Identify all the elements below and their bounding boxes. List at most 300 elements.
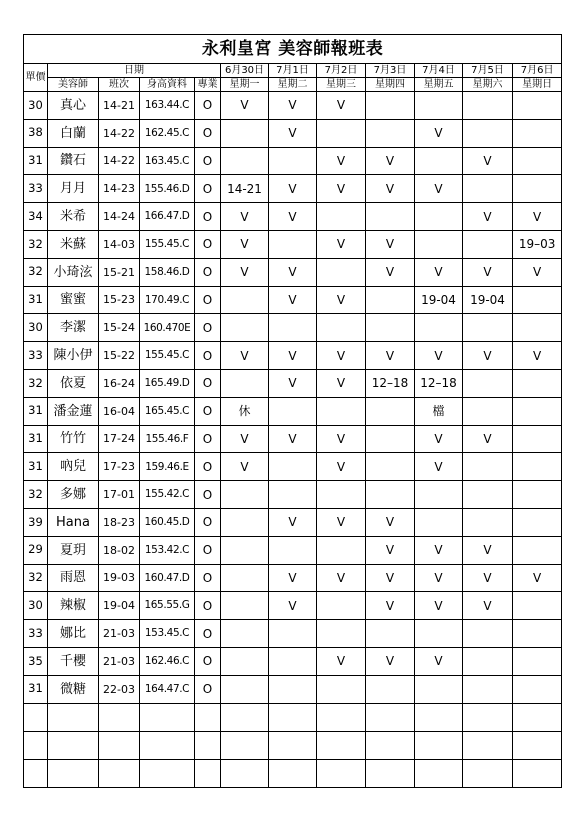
- day-cell-3: [317, 258, 366, 286]
- day-cell-7: [513, 397, 562, 425]
- day-cell-2: V: [269, 119, 317, 147]
- weekday-col-5: 星期五: [415, 78, 463, 92]
- empty-cell: [463, 703, 513, 731]
- day-cell-2: V: [269, 203, 317, 231]
- day-cell-2: V: [269, 92, 317, 120]
- table-row: [24, 147, 562, 175]
- body-info-cell: 160.470E: [140, 314, 195, 342]
- empty-cell: [269, 703, 317, 731]
- unit-price-cell: 32: [24, 258, 48, 286]
- day-cell-7: V: [513, 342, 562, 370]
- unit-price-cell: 32: [24, 564, 48, 592]
- day-cell-7: [513, 453, 562, 481]
- empty-cell: [513, 759, 562, 787]
- day-cell-5: [415, 481, 463, 509]
- weekday-col-4: 星期四: [366, 78, 415, 92]
- table-row: [24, 92, 562, 120]
- day-cell-5: V: [415, 342, 463, 370]
- table-row: [24, 258, 562, 286]
- table-row: [24, 342, 562, 370]
- day-cell-5: 12–18: [415, 369, 463, 397]
- day-cell-4: [366, 675, 415, 703]
- shift-cell: 17-24: [99, 425, 140, 453]
- day-cell-5: 檔: [415, 397, 463, 425]
- body-info-cell: 160.45.D: [140, 508, 195, 536]
- day-cell-5: 19-04: [415, 286, 463, 314]
- shift-cell: 15-21: [99, 258, 140, 286]
- day-cell-7: [513, 175, 562, 203]
- unit-price-cell: 33: [24, 175, 48, 203]
- empty-cell: [463, 759, 513, 787]
- day-cell-4: V: [366, 258, 415, 286]
- day-cell-5: [415, 92, 463, 120]
- shift-cell: 14-22: [99, 119, 140, 147]
- specialty-cell: O: [195, 369, 221, 397]
- table-row: [24, 647, 562, 675]
- shift-cell: 14-21: [99, 92, 140, 120]
- day-cell-2: [269, 675, 317, 703]
- unit-price-cell: 30: [24, 592, 48, 620]
- empty-cell: [269, 731, 317, 759]
- day-cell-5: [415, 620, 463, 648]
- day-cell-6: V: [463, 147, 513, 175]
- day-cell-4: [366, 314, 415, 342]
- day-cell-7: [513, 369, 562, 397]
- day-cell-3: V: [317, 147, 366, 175]
- empty-cell: [24, 703, 48, 731]
- day-cell-6: [463, 620, 513, 648]
- body-info-cell: 155.46.D: [140, 175, 195, 203]
- table-row: [24, 620, 562, 648]
- header-row-labels: [24, 78, 562, 92]
- day-cell-6: [463, 481, 513, 509]
- specialty-cell: O: [195, 147, 221, 175]
- day-cell-6: [463, 92, 513, 120]
- table-row: [24, 286, 562, 314]
- unit-price-cell: 32: [24, 369, 48, 397]
- date-col-3: 7月2日: [317, 64, 366, 78]
- date-col-2: 7月1日: [269, 64, 317, 78]
- day-cell-5: V: [415, 119, 463, 147]
- body-info-cell: 159.46.E: [140, 453, 195, 481]
- day-cell-4: [366, 286, 415, 314]
- stylist-name-cell: 白蘭: [48, 119, 99, 147]
- empty-cell: [99, 703, 140, 731]
- specialty-cell: O: [195, 342, 221, 370]
- day-cell-1: V: [221, 425, 269, 453]
- day-cell-4: V: [366, 536, 415, 564]
- day-cell-7: [513, 92, 562, 120]
- day-cell-6: [463, 230, 513, 258]
- day-cell-5: [415, 508, 463, 536]
- day-cell-7: [513, 425, 562, 453]
- day-cell-1: [221, 369, 269, 397]
- day-cell-1: V: [221, 203, 269, 231]
- stylist-name-cell: 微糖: [48, 675, 99, 703]
- day-cell-3: [317, 592, 366, 620]
- weekday-col-3: 星期三: [317, 78, 366, 92]
- day-cell-2: [269, 536, 317, 564]
- specialty-cell: O: [195, 175, 221, 203]
- body-info-cell: 155.45.C: [140, 342, 195, 370]
- stylist-name-cell: 小琦泫: [48, 258, 99, 286]
- day-cell-5: [415, 314, 463, 342]
- day-cell-2: V: [269, 258, 317, 286]
- table-row: [24, 453, 562, 481]
- stylist-name-cell: 辣椒: [48, 592, 99, 620]
- empty-row: [24, 731, 562, 759]
- unit-price-cell: 32: [24, 481, 48, 509]
- day-cell-5: V: [415, 453, 463, 481]
- day-cell-5: V: [415, 258, 463, 286]
- day-cell-4: [366, 453, 415, 481]
- day-cell-5: V: [415, 564, 463, 592]
- day-cell-3: V: [317, 508, 366, 536]
- body-info-cell: 155.46.F: [140, 425, 195, 453]
- unit-price-cell: 31: [24, 286, 48, 314]
- empty-cell: [99, 759, 140, 787]
- shift-cell: 14-03: [99, 230, 140, 258]
- shift-cell: 14-23: [99, 175, 140, 203]
- day-cell-4: 12–18: [366, 369, 415, 397]
- body-info-cell: 163.44.C: [140, 92, 195, 120]
- day-cell-2: [269, 620, 317, 648]
- day-cell-3: V: [317, 175, 366, 203]
- table-row: [24, 230, 562, 258]
- shift-cell: 21-03: [99, 647, 140, 675]
- shift-cell: 19-03: [99, 564, 140, 592]
- day-cell-5: [415, 675, 463, 703]
- empty-cell: [48, 731, 99, 759]
- day-cell-6: V: [463, 342, 513, 370]
- day-cell-2: [269, 453, 317, 481]
- day-cell-1: [221, 508, 269, 536]
- day-cell-4: V: [366, 230, 415, 258]
- shift-cell: 15-23: [99, 286, 140, 314]
- empty-cell: [140, 703, 195, 731]
- day-cell-1: V: [221, 92, 269, 120]
- table-row: [24, 397, 562, 425]
- specialty-cell: O: [195, 481, 221, 509]
- day-cell-7: [513, 119, 562, 147]
- table-row: [24, 175, 562, 203]
- day-cell-4: V: [366, 592, 415, 620]
- empty-cell: [513, 703, 562, 731]
- day-cell-5: [415, 230, 463, 258]
- day-cell-1: V: [221, 230, 269, 258]
- empty-cell: [195, 759, 221, 787]
- empty-cell: [221, 759, 269, 787]
- stylist-name-cell: 米蘇: [48, 230, 99, 258]
- empty-cell: [195, 731, 221, 759]
- day-cell-3: V: [317, 286, 366, 314]
- day-cell-2: V: [269, 592, 317, 620]
- day-cell-6: V: [463, 258, 513, 286]
- empty-cell: [415, 703, 463, 731]
- empty-row: [24, 759, 562, 787]
- day-cell-1: [221, 647, 269, 675]
- day-cell-1: V: [221, 258, 269, 286]
- stylist-name-cell: 鑽石: [48, 147, 99, 175]
- date-col-4: 7月3日: [366, 64, 415, 78]
- specialty-cell: O: [195, 92, 221, 120]
- unit-price-cell: 33: [24, 342, 48, 370]
- title-row: [24, 35, 562, 64]
- day-cell-3: [317, 397, 366, 425]
- empty-cell: [24, 731, 48, 759]
- table-row: [24, 564, 562, 592]
- unit-price-cell: 31: [24, 675, 48, 703]
- specialty-cell: O: [195, 592, 221, 620]
- body-info-cell: 160.47.D: [140, 564, 195, 592]
- shift-cell: 19-04: [99, 592, 140, 620]
- day-cell-5: [415, 147, 463, 175]
- day-cell-6: V: [463, 592, 513, 620]
- day-cell-7: 19–03: [513, 230, 562, 258]
- table-row: [24, 481, 562, 509]
- day-cell-2: V: [269, 175, 317, 203]
- empty-cell: [366, 759, 415, 787]
- stylist-name-cell: 竹竹: [48, 425, 99, 453]
- day-cell-2: [269, 397, 317, 425]
- specialty-header: 專業: [195, 78, 221, 92]
- day-cell-4: V: [366, 175, 415, 203]
- shift-cell: 17-23: [99, 453, 140, 481]
- unit-price-cell: 31: [24, 147, 48, 175]
- empty-row: [24, 703, 562, 731]
- unit-price-cell: 33: [24, 620, 48, 648]
- body-info-cell: 162.45.C: [140, 119, 195, 147]
- day-cell-4: [366, 203, 415, 231]
- stylist-name-cell: 依夏: [48, 369, 99, 397]
- day-cell-6: 19-04: [463, 286, 513, 314]
- empty-cell: [415, 731, 463, 759]
- date-header: 日期: [48, 64, 221, 78]
- day-cell-3: V: [317, 369, 366, 397]
- body-info-cell: 163.45.C: [140, 147, 195, 175]
- day-cell-4: [366, 397, 415, 425]
- day-cell-1: [221, 147, 269, 175]
- table-row: [24, 675, 562, 703]
- table-row: [24, 119, 562, 147]
- unit-price-cell: 34: [24, 203, 48, 231]
- empty-cell: [317, 759, 366, 787]
- weekday-col-1: 星期一: [221, 78, 269, 92]
- empty-cell: [140, 731, 195, 759]
- body-info-header: 身高資料: [140, 78, 195, 92]
- date-col-7: 7月6日: [513, 64, 562, 78]
- empty-cell: [317, 703, 366, 731]
- specialty-cell: O: [195, 314, 221, 342]
- day-cell-7: [513, 675, 562, 703]
- day-cell-1: [221, 286, 269, 314]
- day-cell-3: [317, 620, 366, 648]
- empty-cell: [99, 731, 140, 759]
- day-cell-2: [269, 647, 317, 675]
- table-row: [24, 314, 562, 342]
- day-cell-6: [463, 508, 513, 536]
- empty-cell: [415, 759, 463, 787]
- body-info-cell: 170.49.C: [140, 286, 195, 314]
- shift-cell: 22-03: [99, 675, 140, 703]
- stylist-name-cell: 娜比: [48, 620, 99, 648]
- shift-cell: 14-24: [99, 203, 140, 231]
- day-cell-2: V: [269, 286, 317, 314]
- day-cell-3: V: [317, 92, 366, 120]
- empty-cell: [221, 703, 269, 731]
- day-cell-7: [513, 647, 562, 675]
- body-info-cell: 162.46.C: [140, 647, 195, 675]
- day-cell-2: V: [269, 564, 317, 592]
- day-cell-6: [463, 675, 513, 703]
- day-cell-6: [463, 314, 513, 342]
- day-cell-6: [463, 175, 513, 203]
- empty-cell: [513, 731, 562, 759]
- table-row: [24, 592, 562, 620]
- body-info-cell: 155.45.C: [140, 230, 195, 258]
- shift-header: 班次: [99, 78, 140, 92]
- unit-price-cell: 31: [24, 453, 48, 481]
- unit-price-cell: 31: [24, 397, 48, 425]
- stylist-name-cell: Hana: [48, 508, 99, 536]
- shift-cell: 15-22: [99, 342, 140, 370]
- day-cell-4: V: [366, 508, 415, 536]
- day-cell-1: [221, 592, 269, 620]
- day-cell-7: [513, 147, 562, 175]
- day-cell-3: V: [317, 564, 366, 592]
- stylist-name-cell: 雨恩: [48, 564, 99, 592]
- unit-price-cell: 30: [24, 314, 48, 342]
- day-cell-2: [269, 481, 317, 509]
- specialty-cell: O: [195, 258, 221, 286]
- schedule-table: [23, 34, 562, 788]
- shift-cell: 18-23: [99, 508, 140, 536]
- empty-cell: [48, 703, 99, 731]
- day-cell-1: 14-21: [221, 175, 269, 203]
- day-cell-5: V: [415, 425, 463, 453]
- shift-cell: 16-04: [99, 397, 140, 425]
- day-cell-2: [269, 314, 317, 342]
- specialty-cell: O: [195, 508, 221, 536]
- body-info-cell: 158.46.D: [140, 258, 195, 286]
- empty-cell: [221, 731, 269, 759]
- unit-price-cell: 32: [24, 230, 48, 258]
- unit-price-cell: 39: [24, 508, 48, 536]
- unit-price-cell: 31: [24, 425, 48, 453]
- day-cell-3: V: [317, 230, 366, 258]
- stylist-name-cell: 米希: [48, 203, 99, 231]
- empty-cell: [366, 731, 415, 759]
- day-cell-1: [221, 119, 269, 147]
- day-cell-7: V: [513, 564, 562, 592]
- body-info-cell: 155.42.C: [140, 481, 195, 509]
- stylist-name-cell: 潘金蓮: [48, 397, 99, 425]
- table-row: [24, 203, 562, 231]
- day-cell-7: [513, 481, 562, 509]
- unit-price-header: 單價: [24, 64, 48, 92]
- day-cell-7: [513, 314, 562, 342]
- weekday-col-7: 星期日: [513, 78, 562, 92]
- day-cell-3: [317, 314, 366, 342]
- body-info-cell: 153.42.C: [140, 536, 195, 564]
- date-col-1: 6月30日: [221, 64, 269, 78]
- stylist-name-cell: 真心: [48, 92, 99, 120]
- day-cell-6: V: [463, 536, 513, 564]
- specialty-cell: O: [195, 536, 221, 564]
- shift-cell: 21-03: [99, 620, 140, 648]
- day-cell-4: V: [366, 147, 415, 175]
- empty-cell: [366, 703, 415, 731]
- stylist-name-cell: 蜜蜜: [48, 286, 99, 314]
- day-cell-5: V: [415, 592, 463, 620]
- body-info-cell: 165.55.G: [140, 592, 195, 620]
- day-cell-1: V: [221, 342, 269, 370]
- stylist-name-cell: 李潔: [48, 314, 99, 342]
- day-cell-3: V: [317, 342, 366, 370]
- day-cell-4: [366, 92, 415, 120]
- day-cell-3: [317, 536, 366, 564]
- day-cell-5: [415, 203, 463, 231]
- specialty-cell: O: [195, 564, 221, 592]
- unit-price-cell: 38: [24, 119, 48, 147]
- day-cell-7: [513, 286, 562, 314]
- day-cell-3: V: [317, 647, 366, 675]
- specialty-cell: O: [195, 397, 221, 425]
- day-cell-3: [317, 481, 366, 509]
- specialty-cell: O: [195, 647, 221, 675]
- day-cell-3: [317, 675, 366, 703]
- day-cell-2: V: [269, 425, 317, 453]
- unit-price-cell: 30: [24, 92, 48, 120]
- table-row: [24, 369, 562, 397]
- day-cell-7: V: [513, 203, 562, 231]
- specialty-cell: O: [195, 119, 221, 147]
- unit-price-cell: 29: [24, 536, 48, 564]
- day-cell-1: 休: [221, 397, 269, 425]
- unit-price-cell: 35: [24, 647, 48, 675]
- day-cell-5: V: [415, 536, 463, 564]
- empty-cell: [48, 759, 99, 787]
- body-info-cell: 165.45.C: [140, 397, 195, 425]
- day-cell-4: [366, 119, 415, 147]
- empty-cell: [24, 759, 48, 787]
- body-info-cell: 166.47.D: [140, 203, 195, 231]
- specialty-cell: O: [195, 675, 221, 703]
- day-cell-6: [463, 119, 513, 147]
- day-cell-6: [463, 647, 513, 675]
- day-cell-3: [317, 203, 366, 231]
- day-cell-1: [221, 620, 269, 648]
- empty-cell: [463, 731, 513, 759]
- specialty-cell: O: [195, 203, 221, 231]
- day-cell-4: [366, 481, 415, 509]
- weekday-col-6: 星期六: [463, 78, 513, 92]
- page-title: 永利皇宮 美容師報班表: [24, 35, 562, 64]
- shift-cell: 14-22: [99, 147, 140, 175]
- empty-cell: [317, 731, 366, 759]
- day-cell-6: V: [463, 425, 513, 453]
- stylist-name-cell: 夏玥: [48, 536, 99, 564]
- date-col-6: 7月5日: [463, 64, 513, 78]
- specialty-cell: O: [195, 620, 221, 648]
- day-cell-2: [269, 147, 317, 175]
- empty-cell: [269, 759, 317, 787]
- day-cell-6: [463, 369, 513, 397]
- day-cell-7: V: [513, 258, 562, 286]
- day-cell-2: V: [269, 369, 317, 397]
- day-cell-7: [513, 536, 562, 564]
- empty-cell: [140, 759, 195, 787]
